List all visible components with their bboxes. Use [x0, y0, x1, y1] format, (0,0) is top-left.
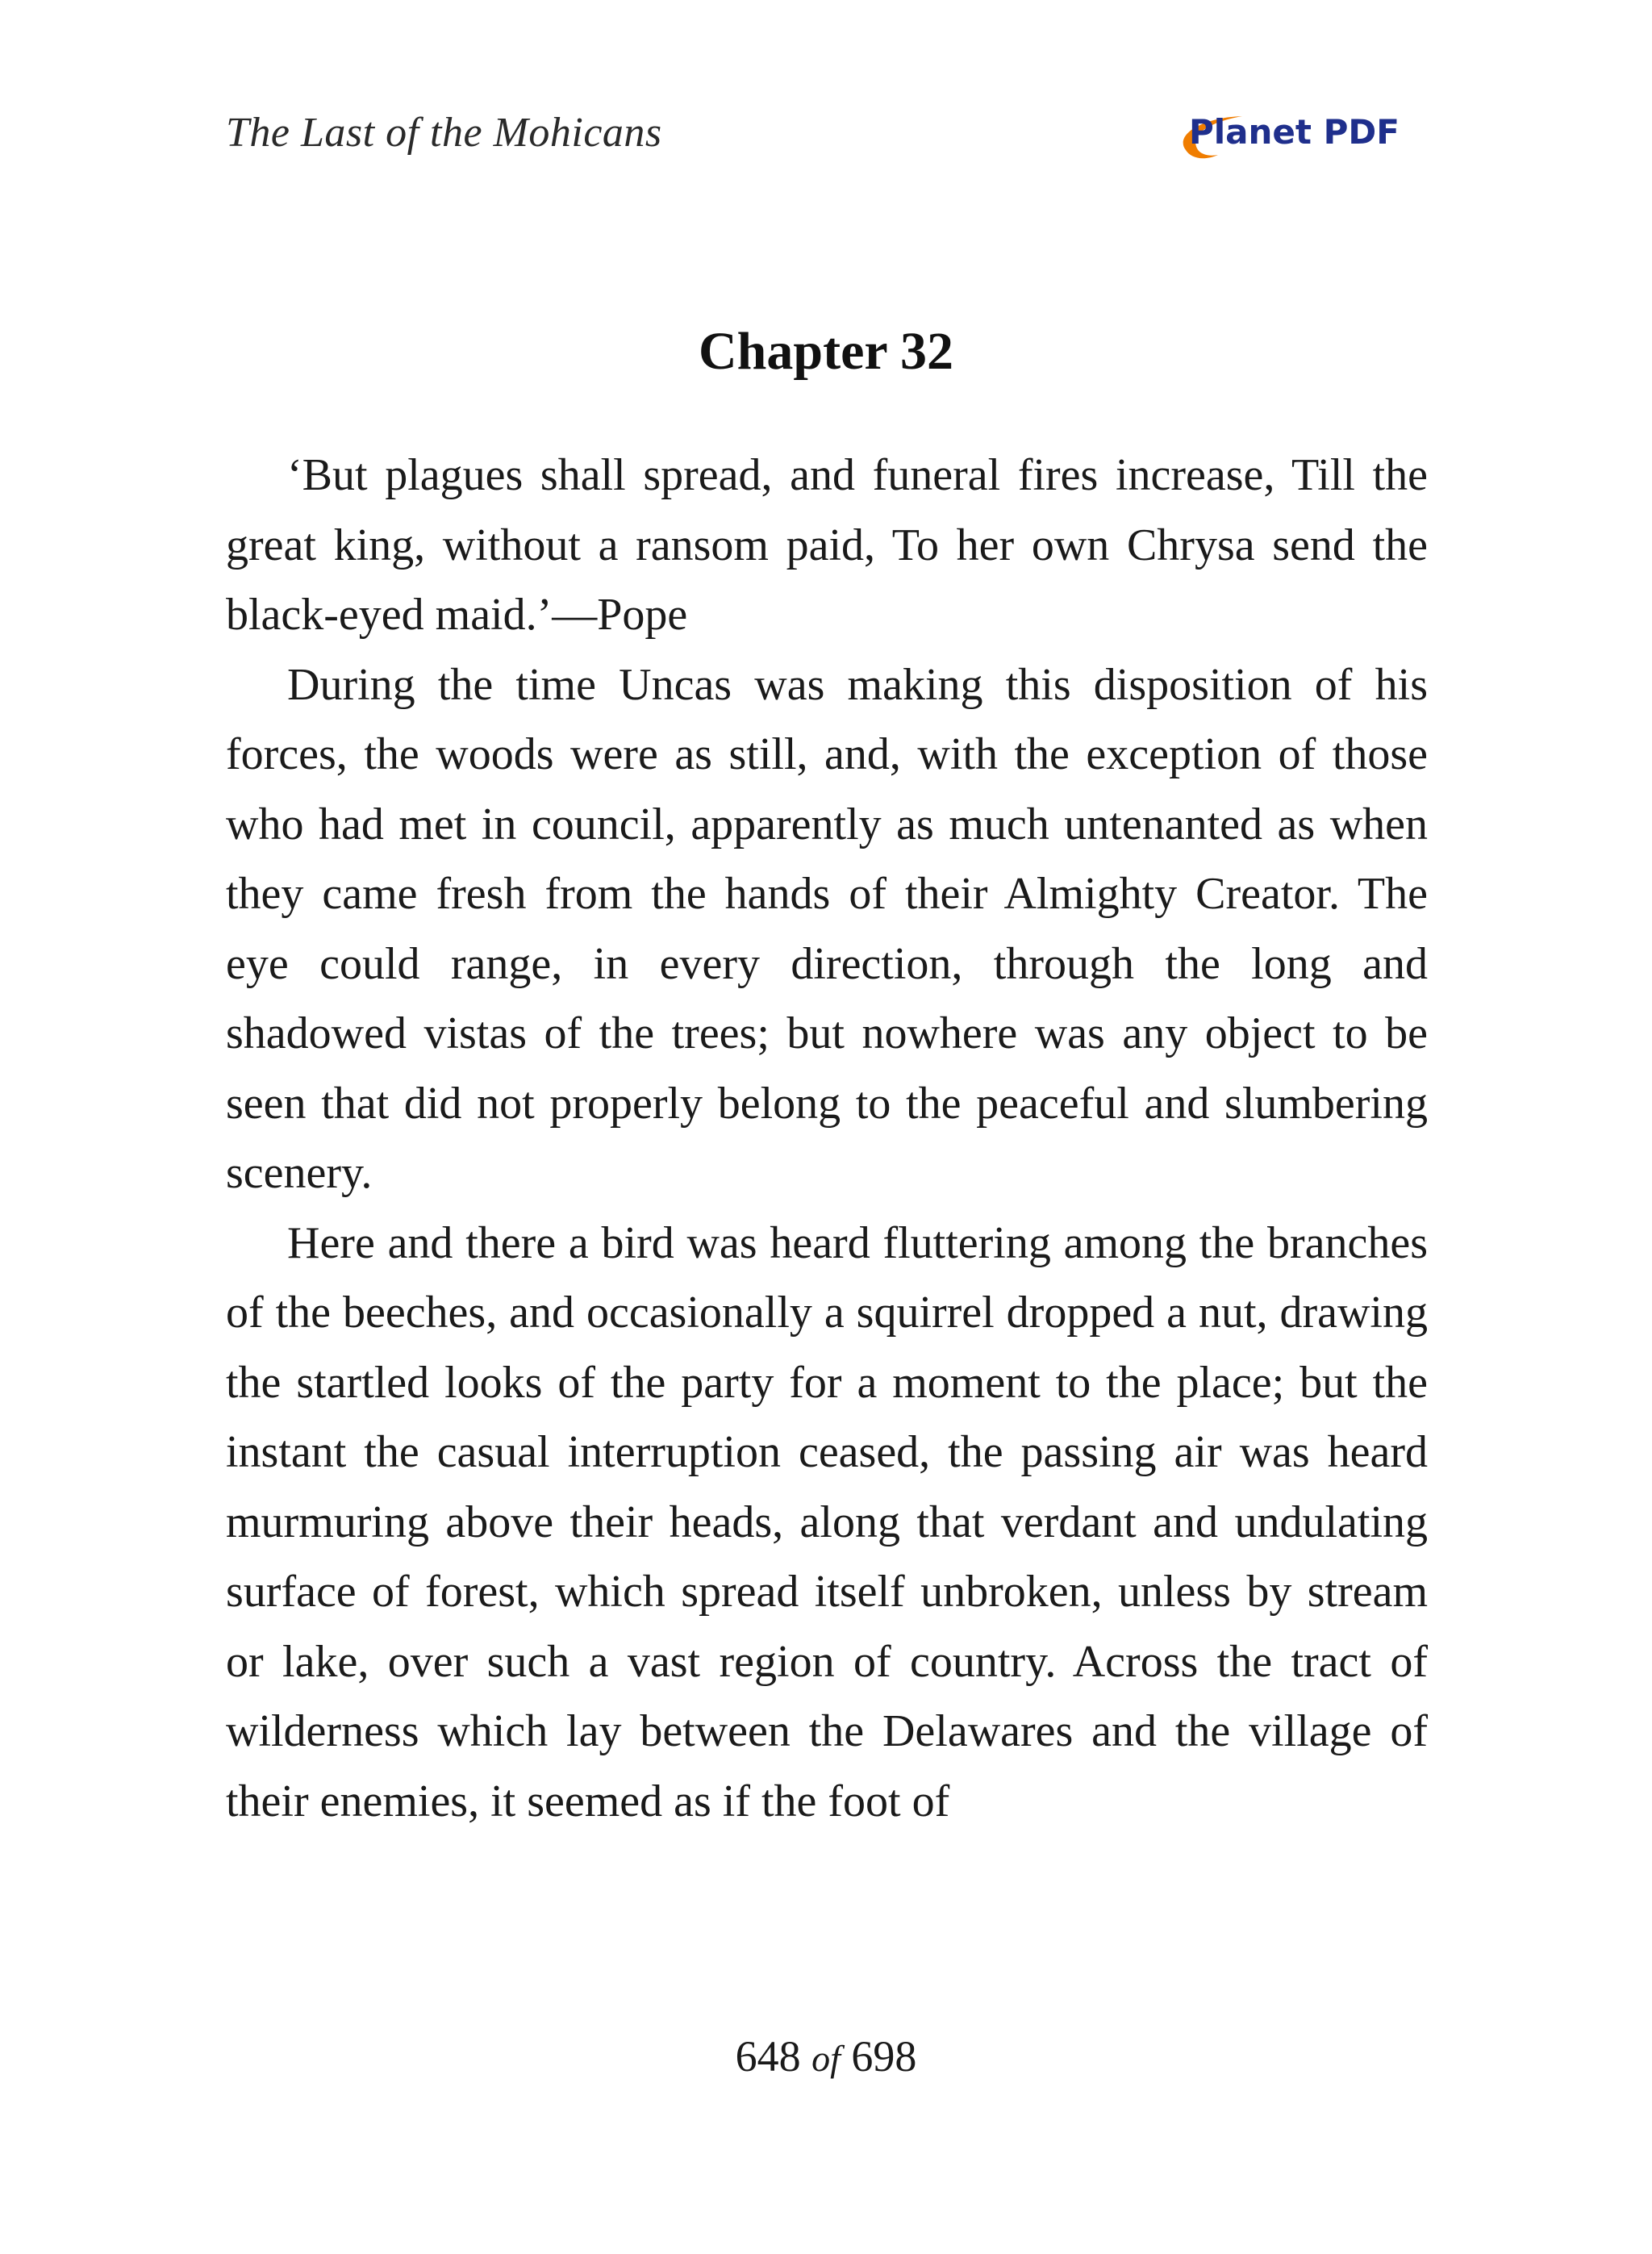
- page-number: [0, 2031, 1652, 2081]
- planet-pdf-logo: [1168, 103, 1426, 168]
- body-paragraph: During the time Uncas was making this disposition of his forces, the woods were as still, and, with the exception of those who had met in council, apparently as much untenanted as when they came fresh from the hands of their Almighty Creator. The eye could range, in every direction, through the long and shadowed vistas of the trees; but nowhere was any object to be seen that did not properly belong to the peaceful and slumbering scenery.: [226, 659, 1428, 1198]
- logo-text: Planet PDF: [1189, 112, 1400, 152]
- epigraph-paragraph: ‘But plagues shall spread, and funeral fires increase, Till the great king, without a ransom paid, To her own Chrysa send the black-eyed maid.’—Pope: [226, 450, 1428, 640]
- book-title-header: The Last of the Mohicans: [226, 110, 662, 156]
- total-pages: 698: [851, 2032, 917, 2081]
- chapter-title: Chapter 32: [699, 322, 953, 381]
- body-text: [226, 440, 1428, 1836]
- of-label: of: [811, 2038, 841, 2079]
- current-page: 648: [735, 2032, 801, 2081]
- body-paragraph: Here and there a bird was heard fluttering among the branches of the beeches, and occasionally a squirrel dropped a nut, drawing the startled looks of the party for a moment to the place; but the instant the casual interruption ceased, the passing air was heard murmuring above their heads, along that verdant and undulating surface of forest, which spread itself unbroken, unless by stream or lake, over such a vast region of country. Across the tract of wilderness which lay between the Delawares and the village of their enemies, it seemed as if the foot of: [226, 1217, 1428, 1826]
